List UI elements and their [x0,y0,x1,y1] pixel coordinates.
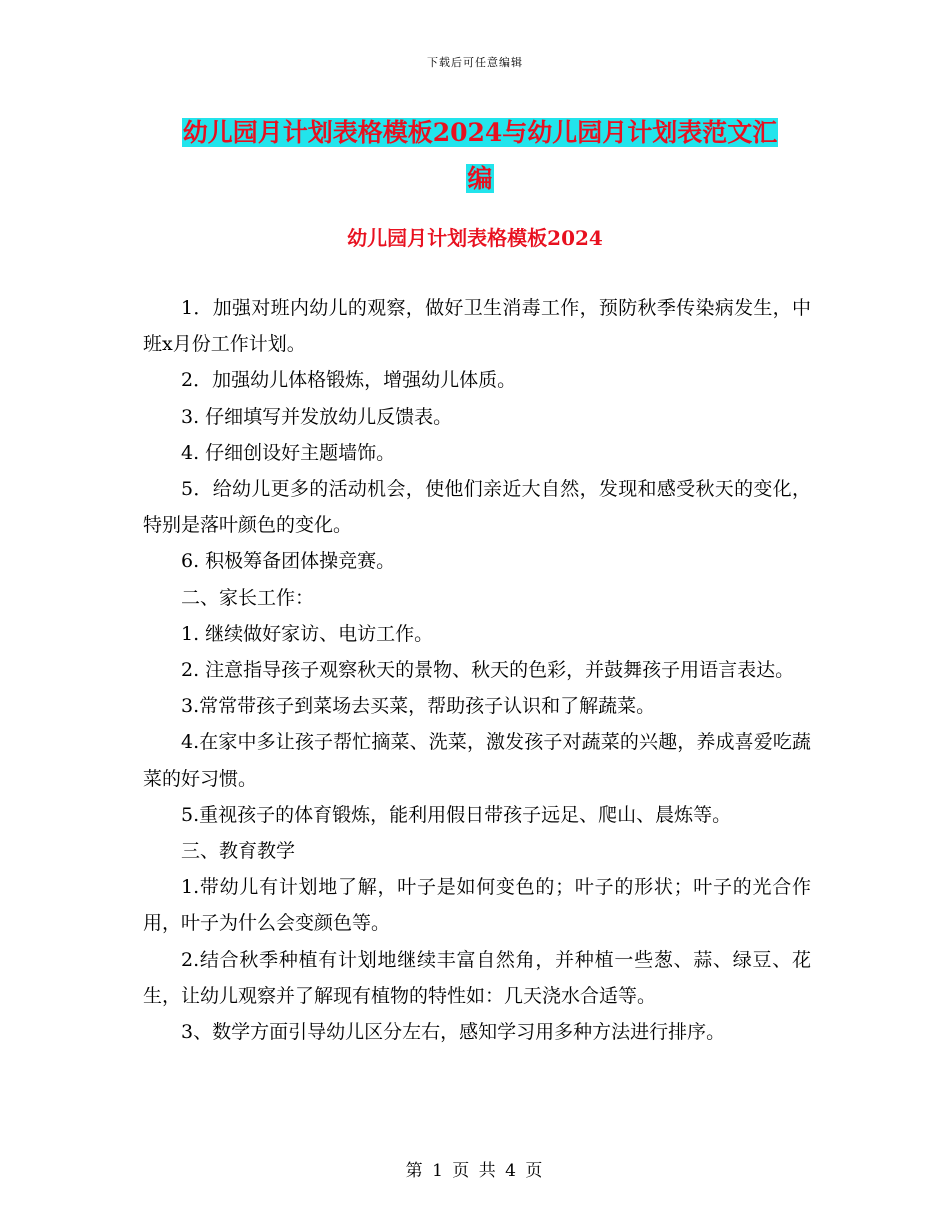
section-title: 幼儿园月计划表格模板2024 [347,226,603,250]
page-number: 第 1 页 共 4 页 [405,1161,545,1181]
document-title-line-1: 幼儿园月计划表格模板2024与幼儿园月计划表范文汇 [182,118,778,147]
document-title [140,110,820,202]
paragraph: 1.带幼儿有计划地了解，叶子是如何变色的；叶子的形状；叶子的光合作用，叶子为什么会变颜色等。 [143,876,811,935]
paragraph: 2．加强幼儿体格锻炼，增强幼儿体质。 [181,369,517,392]
page-header-note: 下载后可任意编辑 [427,56,523,69]
paragraph: 4. 仔细创设好主题墙饰。 [181,441,396,464]
paragraph: 6. 积极筹备团体操竞赛。 [181,550,396,573]
paragraph: 2. 注意指导孩子观察秋天的景物、秋天的色彩，并鼓舞孩子用语言表达。 [181,659,795,682]
subheading: 三、教育教学 [181,840,296,863]
paragraph: 5.重视孩子的体育锻炼，能利用假日带孩子远足、爬山、晨炼等。 [181,803,732,826]
paragraph: 4.在家中多让孩子帮忙摘菜、洗菜，激发孩子对蔬菜的兴趣，养成喜爱吃蔬菜的好习惯。 [143,731,811,790]
paragraph: 3. 仔细填写并发放幼儿反馈表。 [181,405,453,428]
document-title-line-2: 编 [467,164,493,193]
paragraph: 1．加强对班内幼儿的观察，做好卫生消毒工作，预防秋季传染病发生，中班x月份工作计划。 [143,297,811,356]
paragraph: 3、数学方面引导幼儿区分左右，感知学习用多种方法进行排序。 [181,1021,726,1044]
paragraph: 2.结合秋季种植有计划地继续丰富自然角，并种植一些葱、蒜、绿豆、花生，让幼儿观察并了解现有植物的特性如：几天浇水合适等。 [143,948,811,1007]
paragraph: 1. 继续做好家访、电访工作。 [181,622,434,645]
subheading: 二、家长工作： [181,586,315,609]
paragraph: 5．给幼儿更多的活动机会，使他们亲近大自然，发现和感受秋天的变化，特别是落叶颜色的变化。 [143,478,811,537]
paragraph: 3.常常带孩子到菜场去买菜，帮助孩子认识和了解蔬菜。 [181,695,656,718]
document-body [143,290,811,1050]
